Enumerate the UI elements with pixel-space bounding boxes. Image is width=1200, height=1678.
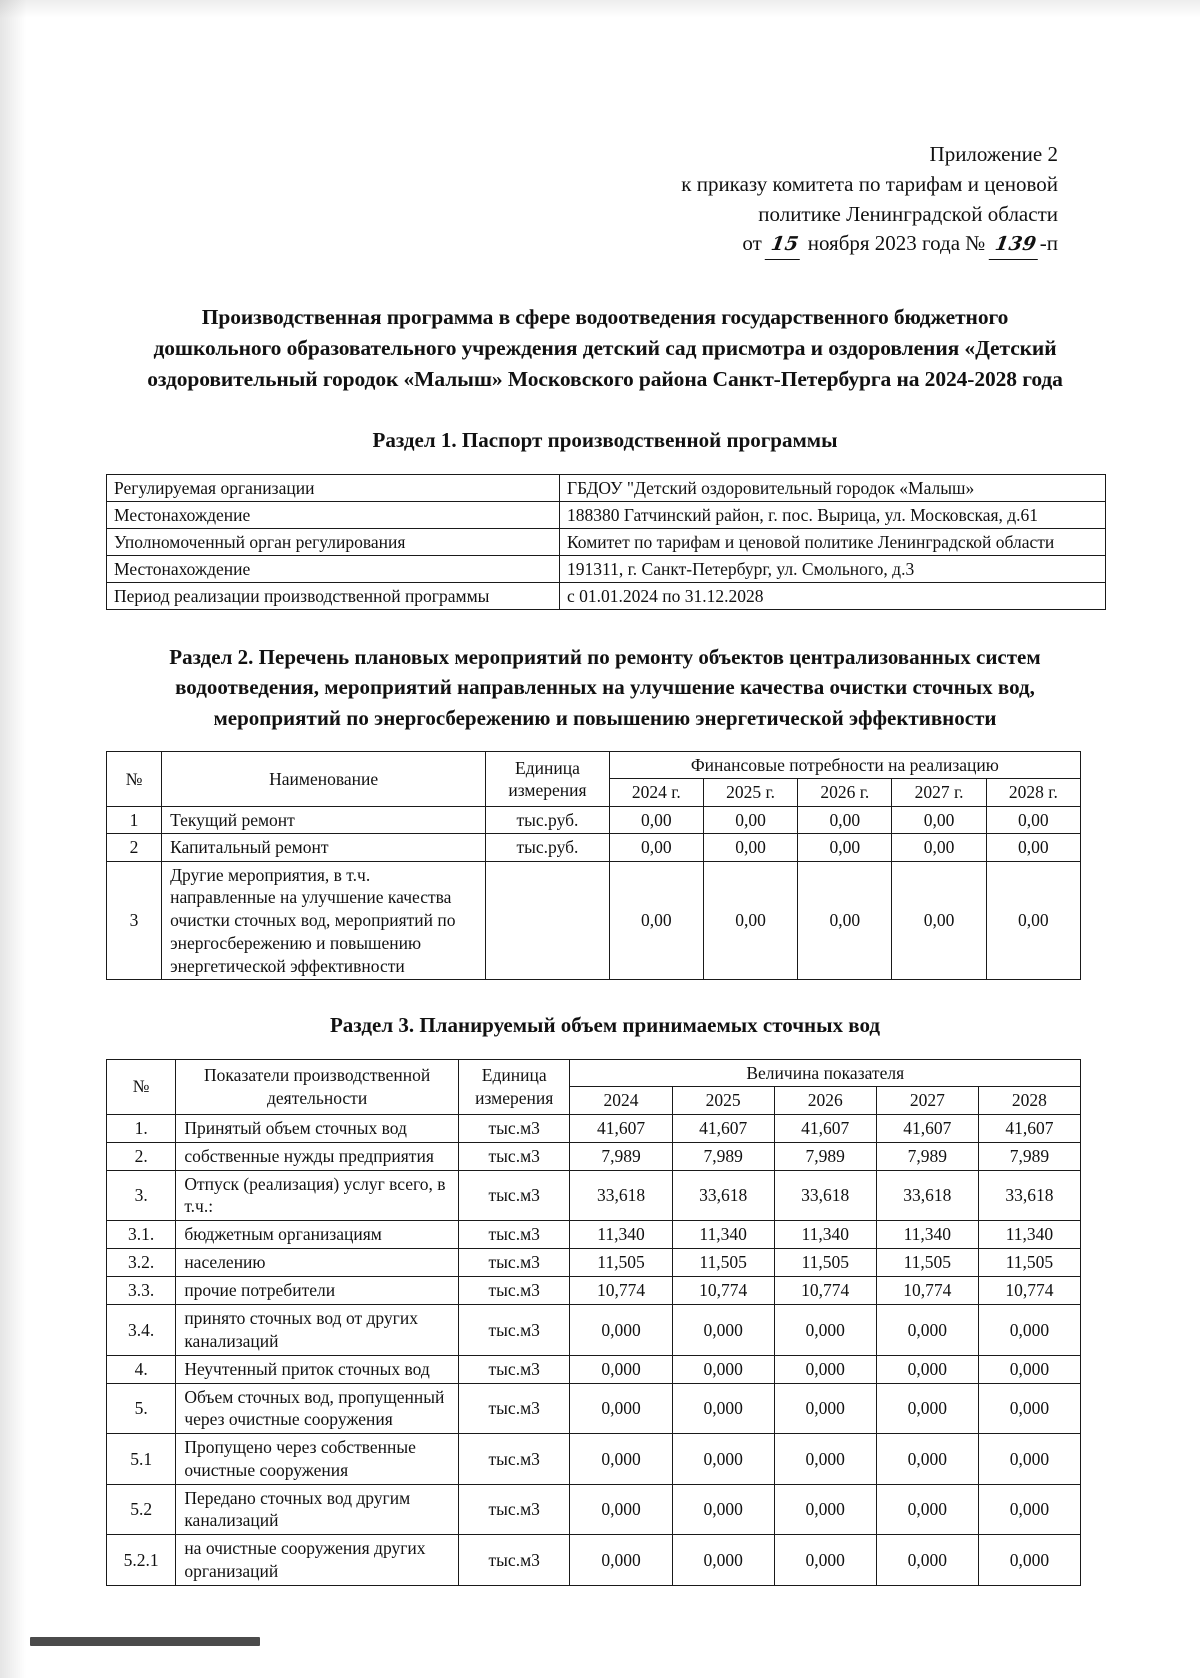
section-3-heading: Раздел 3. Планируемый объем принимаемых сточных вод bbox=[329, 1013, 881, 1038]
row-value-2024: 41,607 bbox=[570, 1114, 672, 1142]
row-unit: тыс.м3 bbox=[458, 1114, 570, 1142]
table-row bbox=[107, 1305, 1081, 1356]
scan-edge-shadow bbox=[0, 0, 26, 1678]
row-value-2026: 41,607 bbox=[774, 1114, 876, 1142]
row-unit: тыс.м3 bbox=[458, 1305, 570, 1356]
row-value-2027: 11,340 bbox=[876, 1221, 978, 1249]
passport-value: с 01.01.2024 по 31.12.2028 bbox=[560, 582, 1106, 609]
row-value-2025: 0,000 bbox=[672, 1484, 774, 1535]
row-unit: тыс.м3 bbox=[458, 1170, 570, 1221]
column-header-group-indicator-value: Величина показателя bbox=[570, 1059, 1081, 1086]
row-no: 3 bbox=[107, 861, 162, 980]
repair-measures-table-body bbox=[107, 806, 1081, 980]
row-value-2025: 0,000 bbox=[672, 1535, 774, 1586]
row-value-2025: 0,000 bbox=[672, 1355, 774, 1383]
row-value-2024: 0,00 bbox=[609, 834, 703, 861]
row-value-2025: 0,000 bbox=[672, 1434, 774, 1485]
row-value-2026: 7,989 bbox=[774, 1142, 876, 1170]
row-value-2027: 0,00 bbox=[892, 861, 986, 980]
section-2-heading-line-1: Раздел 2. Перечень плановых мероприятий по ремонту объектов централизованных систем bbox=[169, 644, 1041, 669]
row-value-2024: 33,618 bbox=[570, 1170, 672, 1221]
row-value-2025: 7,989 bbox=[672, 1142, 774, 1170]
row-value-2027: 0,000 bbox=[876, 1305, 978, 1356]
row-value-2028: 11,505 bbox=[978, 1249, 1080, 1277]
row-value-2026: 11,340 bbox=[774, 1221, 876, 1249]
row-value-2027: 0,000 bbox=[876, 1535, 978, 1586]
column-header-year-2028: 2028 г. bbox=[986, 779, 1080, 806]
row-value-2026: 0,00 bbox=[798, 861, 892, 980]
table-row bbox=[107, 1535, 1081, 1586]
section-1-heading: Раздел 1. Паспорт производственной программы bbox=[372, 428, 838, 453]
row-no: 3.1. bbox=[107, 1221, 176, 1249]
row-unit: тыс.руб. bbox=[486, 806, 609, 833]
row-no: 3.3. bbox=[107, 1277, 176, 1305]
scan-artifact-smudge bbox=[30, 1637, 260, 1646]
row-value-2026: 0,000 bbox=[774, 1484, 876, 1535]
column-header-group-financial-needs: Финансовые потребности на реализацию bbox=[609, 752, 1080, 779]
table-row bbox=[107, 1434, 1081, 1485]
table-header-row bbox=[107, 1059, 1081, 1086]
passport-value: 188380 Гатчинский район, г. пос. Вырица, ул. Московская, д.61 bbox=[560, 501, 1106, 528]
row-value-2026: 0,000 bbox=[774, 1305, 876, 1356]
wastewater-volume-table bbox=[106, 1059, 1081, 1586]
row-unit: тыс.м3 bbox=[458, 1142, 570, 1170]
row-unit bbox=[486, 861, 609, 980]
row-value-2024: 0,000 bbox=[570, 1535, 672, 1586]
row-unit: тыс.м3 bbox=[458, 1277, 570, 1305]
table-row bbox=[107, 501, 1106, 528]
table-row bbox=[107, 555, 1106, 582]
row-value-2024: 0,000 bbox=[570, 1305, 672, 1356]
row-value-2026: 0,000 bbox=[774, 1355, 876, 1383]
row-value-2028: 0,000 bbox=[978, 1383, 1080, 1434]
row-name: Капитальный ремонт bbox=[162, 834, 486, 861]
row-value-2024: 0,000 bbox=[570, 1484, 672, 1535]
column-header-unit-line-2: измерения bbox=[508, 779, 587, 800]
appendix-label: Приложение 2 bbox=[929, 142, 1058, 166]
row-value-2028: 0,000 bbox=[978, 1535, 1080, 1586]
row-unit: тыс.м3 bbox=[458, 1434, 570, 1485]
passport-key: Местонахождение bbox=[107, 555, 560, 582]
table-row bbox=[107, 1142, 1081, 1170]
row-value-2024: 0,000 bbox=[570, 1434, 672, 1485]
row-value-2028: 0,00 bbox=[986, 834, 1080, 861]
page-title-line-1: Производственная программа в сфере водоотведения государственного бюджетного bbox=[201, 305, 1009, 330]
row-value-2028: 11,340 bbox=[978, 1221, 1080, 1249]
table-row bbox=[107, 1277, 1081, 1305]
row-value-2027: 0,000 bbox=[876, 1484, 978, 1535]
section-2-heading-line-2: водоотведения, мероприятий направленных на улучшение качества очистки сточных вод, bbox=[175, 675, 1035, 700]
row-name: прочие потребители bbox=[176, 1277, 459, 1305]
row-name: Неучтенный приток сточных вод bbox=[176, 1355, 459, 1383]
table-row bbox=[107, 1484, 1081, 1535]
row-value-2026: 0,000 bbox=[774, 1383, 876, 1434]
row-value-2027: 0,00 bbox=[892, 834, 986, 861]
row-value-2024: 10,774 bbox=[570, 1277, 672, 1305]
column-header-year-2024: 2024 г. bbox=[609, 779, 703, 806]
column-header-year-2024: 2024 bbox=[570, 1087, 672, 1114]
row-value-2027: 0,000 bbox=[876, 1383, 978, 1434]
table-row bbox=[107, 474, 1106, 501]
row-name: на очистные сооружения других организаций bbox=[176, 1535, 459, 1586]
row-name: населению bbox=[176, 1249, 459, 1277]
column-header-year-2028: 2028 bbox=[978, 1087, 1080, 1114]
row-value-2026: 0,00 bbox=[798, 834, 892, 861]
passport-key: Местонахождение bbox=[107, 501, 560, 528]
row-value-2027: 33,618 bbox=[876, 1170, 978, 1221]
column-header-indicator bbox=[176, 1059, 459, 1114]
column-header-year-2027: 2027 г. bbox=[892, 779, 986, 806]
passport-table-body bbox=[107, 474, 1106, 609]
passport-value: Комитет по тарифам и ценовой политике Ленинградской области bbox=[560, 528, 1106, 555]
row-value-2024: 7,989 bbox=[570, 1142, 672, 1170]
row-value-2028: 0,000 bbox=[978, 1484, 1080, 1535]
row-value-2025: 10,774 bbox=[672, 1277, 774, 1305]
row-value-2024: 0,00 bbox=[609, 861, 703, 980]
order-date-line bbox=[100, 229, 1058, 260]
row-name: Принятый объем сточных вод bbox=[176, 1114, 459, 1142]
table-row bbox=[107, 1383, 1081, 1434]
repair-measures-table-head bbox=[107, 752, 1081, 807]
table-row bbox=[107, 1221, 1081, 1249]
row-unit: тыс.м3 bbox=[458, 1535, 570, 1586]
row-value-2028: 0,000 bbox=[978, 1355, 1080, 1383]
row-unit: тыс.м3 bbox=[458, 1484, 570, 1535]
column-header-name: Наименование bbox=[162, 752, 486, 807]
row-value-2025: 11,505 bbox=[672, 1249, 774, 1277]
document-header-block bbox=[100, 140, 1110, 260]
row-unit: тыс.м3 bbox=[458, 1383, 570, 1434]
table-row bbox=[107, 806, 1081, 833]
page-title bbox=[100, 302, 1110, 395]
wastewater-volume-table-head bbox=[107, 1059, 1081, 1114]
row-value-2024: 11,340 bbox=[570, 1221, 672, 1249]
row-no: 1. bbox=[107, 1114, 176, 1142]
table-row bbox=[107, 1114, 1081, 1142]
order-reference-line-1: к приказу комитета по тарифам и ценовой bbox=[681, 171, 1058, 196]
column-header-unit bbox=[486, 752, 609, 807]
row-no: 3. bbox=[107, 1170, 176, 1221]
row-value-2025: 33,618 bbox=[672, 1170, 774, 1221]
row-value-2028: 41,607 bbox=[978, 1114, 1080, 1142]
row-name: Пропущено через собственные очистные сооружения bbox=[176, 1434, 459, 1485]
row-value-2027: 7,989 bbox=[876, 1142, 978, 1170]
date-prefix: от bbox=[742, 231, 762, 256]
table-row bbox=[107, 834, 1081, 861]
row-unit: тыс.м3 bbox=[458, 1249, 570, 1277]
column-header-year-2025: 2025 г. bbox=[703, 779, 797, 806]
row-name: принято сточных вод от других канализаций bbox=[176, 1305, 459, 1356]
row-value-2028: 0,000 bbox=[978, 1434, 1080, 1485]
row-value-2025: 0,000 bbox=[672, 1383, 774, 1434]
repair-measures-table bbox=[106, 751, 1081, 980]
section-2-heading-line-3: мероприятий по энергосбережению и повышению энергетической эффективности bbox=[213, 705, 997, 730]
column-header-unit-line-1: Единица bbox=[515, 757, 580, 778]
row-unit: тыс.м3 bbox=[458, 1355, 570, 1383]
row-value-2024: 11,505 bbox=[570, 1249, 672, 1277]
row-value-2028: 7,989 bbox=[978, 1142, 1080, 1170]
row-value-2027: 0,000 bbox=[876, 1434, 978, 1485]
passport-key: Период реализации производственной программы bbox=[107, 582, 560, 609]
column-header-year-2026: 2026 г. bbox=[798, 779, 892, 806]
passport-value: 191311, г. Санкт-Петербург, ул. Смольного, д.3 bbox=[560, 555, 1106, 582]
row-value-2025: 41,607 bbox=[672, 1114, 774, 1142]
row-no: 3.4. bbox=[107, 1305, 176, 1356]
row-value-2025: 0,00 bbox=[703, 806, 797, 833]
row-no: 5. bbox=[107, 1383, 176, 1434]
order-number-suffix: -п bbox=[1039, 231, 1058, 256]
column-header-no: № bbox=[107, 752, 162, 807]
row-unit: тыс.руб. bbox=[486, 834, 609, 861]
table-row bbox=[107, 1170, 1081, 1221]
row-no: 1 bbox=[107, 806, 162, 833]
row-value-2027: 0,000 bbox=[876, 1355, 978, 1383]
row-no: 2 bbox=[107, 834, 162, 861]
passport-value: ГБДОУ "Детский оздоровительный городок «Малыш» bbox=[560, 474, 1106, 501]
column-header-no: № bbox=[107, 1059, 176, 1114]
row-name: Отпуск (реализация) услуг всего, в т.ч.: bbox=[176, 1170, 459, 1221]
order-reference-line-2: политике Ленинградской области bbox=[758, 201, 1058, 226]
table-row bbox=[107, 582, 1106, 609]
row-value-2025: 0,00 bbox=[703, 861, 797, 980]
row-name: бюджетным организациям bbox=[176, 1221, 459, 1249]
column-header-year-2027: 2027 bbox=[876, 1087, 978, 1114]
column-header-unit-line-1: Единица bbox=[481, 1065, 547, 1086]
row-value-2028: 33,618 bbox=[978, 1170, 1080, 1221]
page-title-line-2: дошкольного образовательного учреждения детский сад присмотра и оздоровления «Детский bbox=[153, 336, 1057, 361]
row-name: собственные нужды предприятия bbox=[176, 1142, 459, 1170]
row-no: 2. bbox=[107, 1142, 176, 1170]
column-header-year-2026: 2026 bbox=[774, 1087, 876, 1114]
row-value-2026: 0,00 bbox=[798, 806, 892, 833]
wastewater-volume-table-body bbox=[107, 1114, 1081, 1585]
column-header-indicator-line-1: Показатели производственной bbox=[204, 1065, 431, 1086]
table-row bbox=[107, 528, 1106, 555]
row-no: 3.2. bbox=[107, 1249, 176, 1277]
row-name: Передано сточных вод другим канализаций bbox=[176, 1484, 459, 1535]
row-value-2025: 0,00 bbox=[703, 834, 797, 861]
table-row bbox=[107, 861, 1081, 980]
row-no: 5.2 bbox=[107, 1484, 176, 1535]
section-2-heading bbox=[134, 642, 1076, 733]
row-no: 5.1 bbox=[107, 1434, 176, 1485]
row-value-2024: 0,000 bbox=[570, 1355, 672, 1383]
date-middle: ноября 2023 года № bbox=[807, 231, 986, 256]
row-value-2026: 11,505 bbox=[774, 1249, 876, 1277]
passport-table bbox=[106, 474, 1106, 610]
row-value-2027: 10,774 bbox=[876, 1277, 978, 1305]
row-value-2028: 10,774 bbox=[978, 1277, 1080, 1305]
row-value-2027: 11,505 bbox=[876, 1249, 978, 1277]
row-value-2026: 0,000 bbox=[774, 1535, 876, 1586]
row-value-2028: 0,00 bbox=[986, 806, 1080, 833]
row-value-2026: 33,618 bbox=[774, 1170, 876, 1221]
passport-key: Уполномоченный орган регулирования bbox=[107, 528, 560, 555]
table-row bbox=[107, 1249, 1081, 1277]
row-no: 4. bbox=[107, 1355, 176, 1383]
table-header-row bbox=[107, 752, 1081, 779]
row-value-2025: 0,000 bbox=[672, 1305, 774, 1356]
row-value-2028: 0,00 bbox=[986, 861, 1080, 980]
table-row bbox=[107, 1355, 1081, 1383]
column-header-unit bbox=[458, 1059, 570, 1114]
row-value-2027: 41,607 bbox=[876, 1114, 978, 1142]
handwritten-day: 15 bbox=[765, 231, 805, 260]
row-value-2028: 0,000 bbox=[978, 1305, 1080, 1356]
row-value-2026: 10,774 bbox=[774, 1277, 876, 1305]
row-name: Объем сточных вод, пропущенный через очистные сооружения bbox=[176, 1383, 459, 1434]
passport-key: Регулируемая организации bbox=[107, 474, 560, 501]
column-header-unit-line-2: измерения bbox=[475, 1087, 554, 1108]
row-value-2024: 0,000 bbox=[570, 1383, 672, 1434]
page-title-line-3: оздоровительный городок «Малыш» Московского района Санкт-Петербурга на 2024-2028 года bbox=[147, 367, 1063, 392]
row-name: Другие мероприятия, в т.ч. направленные на улучшение качества очистки сточных вод, мероприятий по энергосбережению и повышению энергетической эффективности bbox=[162, 861, 486, 980]
row-no: 5.2.1 bbox=[107, 1535, 176, 1586]
row-value-2026: 0,000 bbox=[774, 1434, 876, 1485]
row-name: Текущий ремонт bbox=[162, 806, 486, 833]
row-value-2027: 0,00 bbox=[892, 806, 986, 833]
document-content bbox=[100, 0, 1110, 1586]
handwritten-order-number: 139 bbox=[988, 231, 1042, 260]
row-value-2025: 11,340 bbox=[672, 1221, 774, 1249]
row-unit: тыс.м3 bbox=[458, 1221, 570, 1249]
column-header-indicator-line-2: деятельности bbox=[267, 1087, 368, 1108]
column-header-year-2025: 2025 bbox=[672, 1087, 774, 1114]
row-value-2024: 0,00 bbox=[609, 806, 703, 833]
